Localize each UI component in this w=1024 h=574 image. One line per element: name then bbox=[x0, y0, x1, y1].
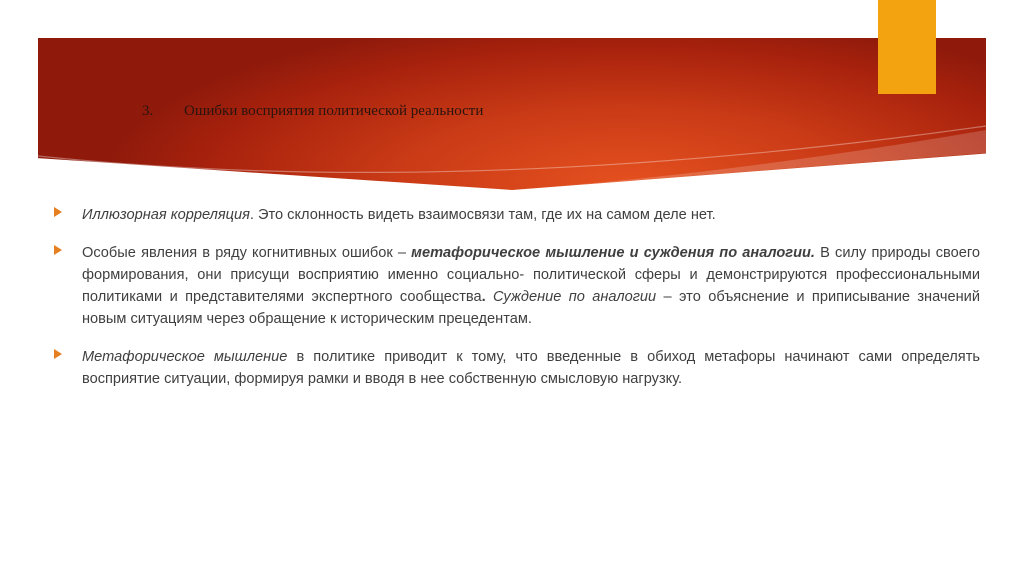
term-analogy-judgment: Суждение по аналогии bbox=[485, 289, 657, 305]
triangle-right-icon bbox=[54, 207, 62, 217]
bullet-item bbox=[52, 346, 980, 390]
bullet-rest: . Это склонность видеть взаимосвязи там, где их на самом деле нет. bbox=[249, 207, 716, 223]
bullet-dot: . bbox=[481, 289, 486, 305]
bullet-middle: В силу природы своего формирования, они присущи восприятию именно социально- политической сферы и демонстрируются профессиональными политиками и представителями экспертного сообщества bbox=[82, 245, 980, 305]
term-metaphorical-thinking-2: Метафорическое мышление bbox=[82, 349, 288, 365]
term-metaphorical-thinking: метафорическое мышление и суждения по аналогии. bbox=[411, 245, 815, 261]
bullet-text bbox=[82, 204, 980, 226]
triangle-right-icon bbox=[54, 245, 62, 255]
title-text: Ошибки восприятия политической реальности bbox=[184, 103, 484, 119]
bullet-text bbox=[82, 242, 980, 330]
bullet-start: Особые явления в ряду когнитивных ошибок – bbox=[82, 245, 412, 261]
slide-title bbox=[142, 103, 483, 120]
term-illusory-correlation: Иллюзорная корреляция bbox=[82, 207, 250, 223]
bullet-item bbox=[52, 204, 980, 226]
title-number: 3. bbox=[142, 103, 154, 119]
bullet-end: – это объяснение и приписывание значений новым ситуациям через обращение к историческим прецедентам. bbox=[82, 289, 980, 327]
bullet-text bbox=[82, 346, 980, 390]
content-area bbox=[52, 204, 980, 406]
accent-bar bbox=[878, 0, 936, 94]
bullet-rest: в политике приводит к тому, что введенные в обиход метафоры начинают сами определять восприятие ситуации, формируя рамки и вводя в нее собственную смысловую нагрузку. bbox=[82, 349, 980, 387]
bullet-item bbox=[52, 242, 980, 330]
triangle-right-icon bbox=[54, 349, 62, 359]
